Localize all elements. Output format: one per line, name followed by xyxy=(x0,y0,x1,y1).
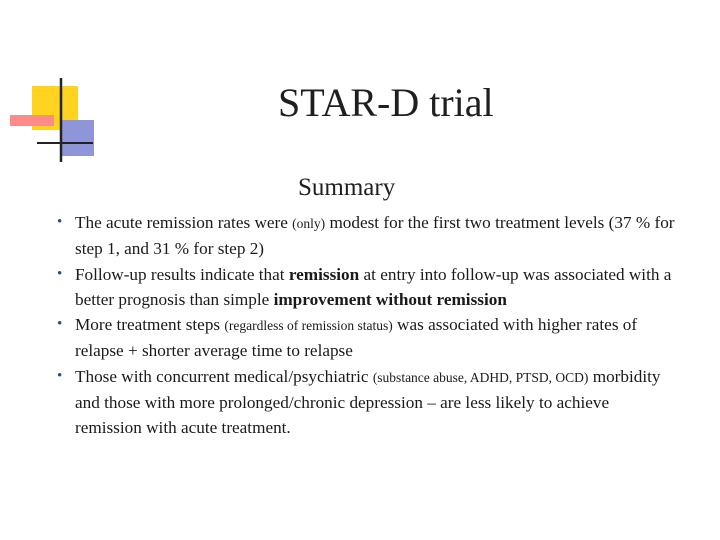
bullet-small-text: (regardless of remission status) xyxy=(224,318,393,334)
bullet-item xyxy=(55,312,675,364)
bullet-bold-text: improvement without remission xyxy=(273,289,507,309)
bullet-text: morbidity and those with more prolonged/chronic depression – are less likely to achieve remission with acute treatment. xyxy=(75,366,661,438)
corner-decoration xyxy=(0,0,110,170)
bullet-list xyxy=(55,210,675,441)
bullet-dot-icon: • xyxy=(57,265,63,282)
bullet-text: More treatment steps xyxy=(75,315,225,335)
bullet-text: Follow-up results indicate that xyxy=(75,264,289,284)
bullet-item xyxy=(55,262,675,313)
bullet-bold-text: remission xyxy=(288,264,360,284)
bullet-small-text: (substance abuse, ADHD, PTSD, OCD) xyxy=(372,369,589,385)
deco-blue-square xyxy=(61,120,94,156)
bullet-text: modest for the first two treatment levels (37 % for step 1, and 31 % for step 2) xyxy=(75,213,675,259)
slide-title: STAR-D trial xyxy=(278,80,494,125)
bullet-dot-icon: • xyxy=(57,214,63,230)
bullet-item xyxy=(55,364,675,441)
deco-pink-bar xyxy=(10,115,54,126)
bullet-small-text: (only) xyxy=(292,216,326,231)
bullet-dot-icon: • xyxy=(57,316,63,333)
bullet-dot-icon: • xyxy=(57,367,63,384)
bullet-text: was associated with higher rates of relapse + shorter average time to relapse xyxy=(75,315,638,361)
bullet-item xyxy=(55,210,675,262)
bullet-text: The acute remission rates were xyxy=(75,213,293,232)
bullet-text: Those with concurrent medical/psychiatric xyxy=(75,366,373,386)
bullet-text: at entry into follow-up was associated with a better prognosis than simple xyxy=(75,264,672,309)
slide-subtitle: Summary xyxy=(298,174,396,201)
